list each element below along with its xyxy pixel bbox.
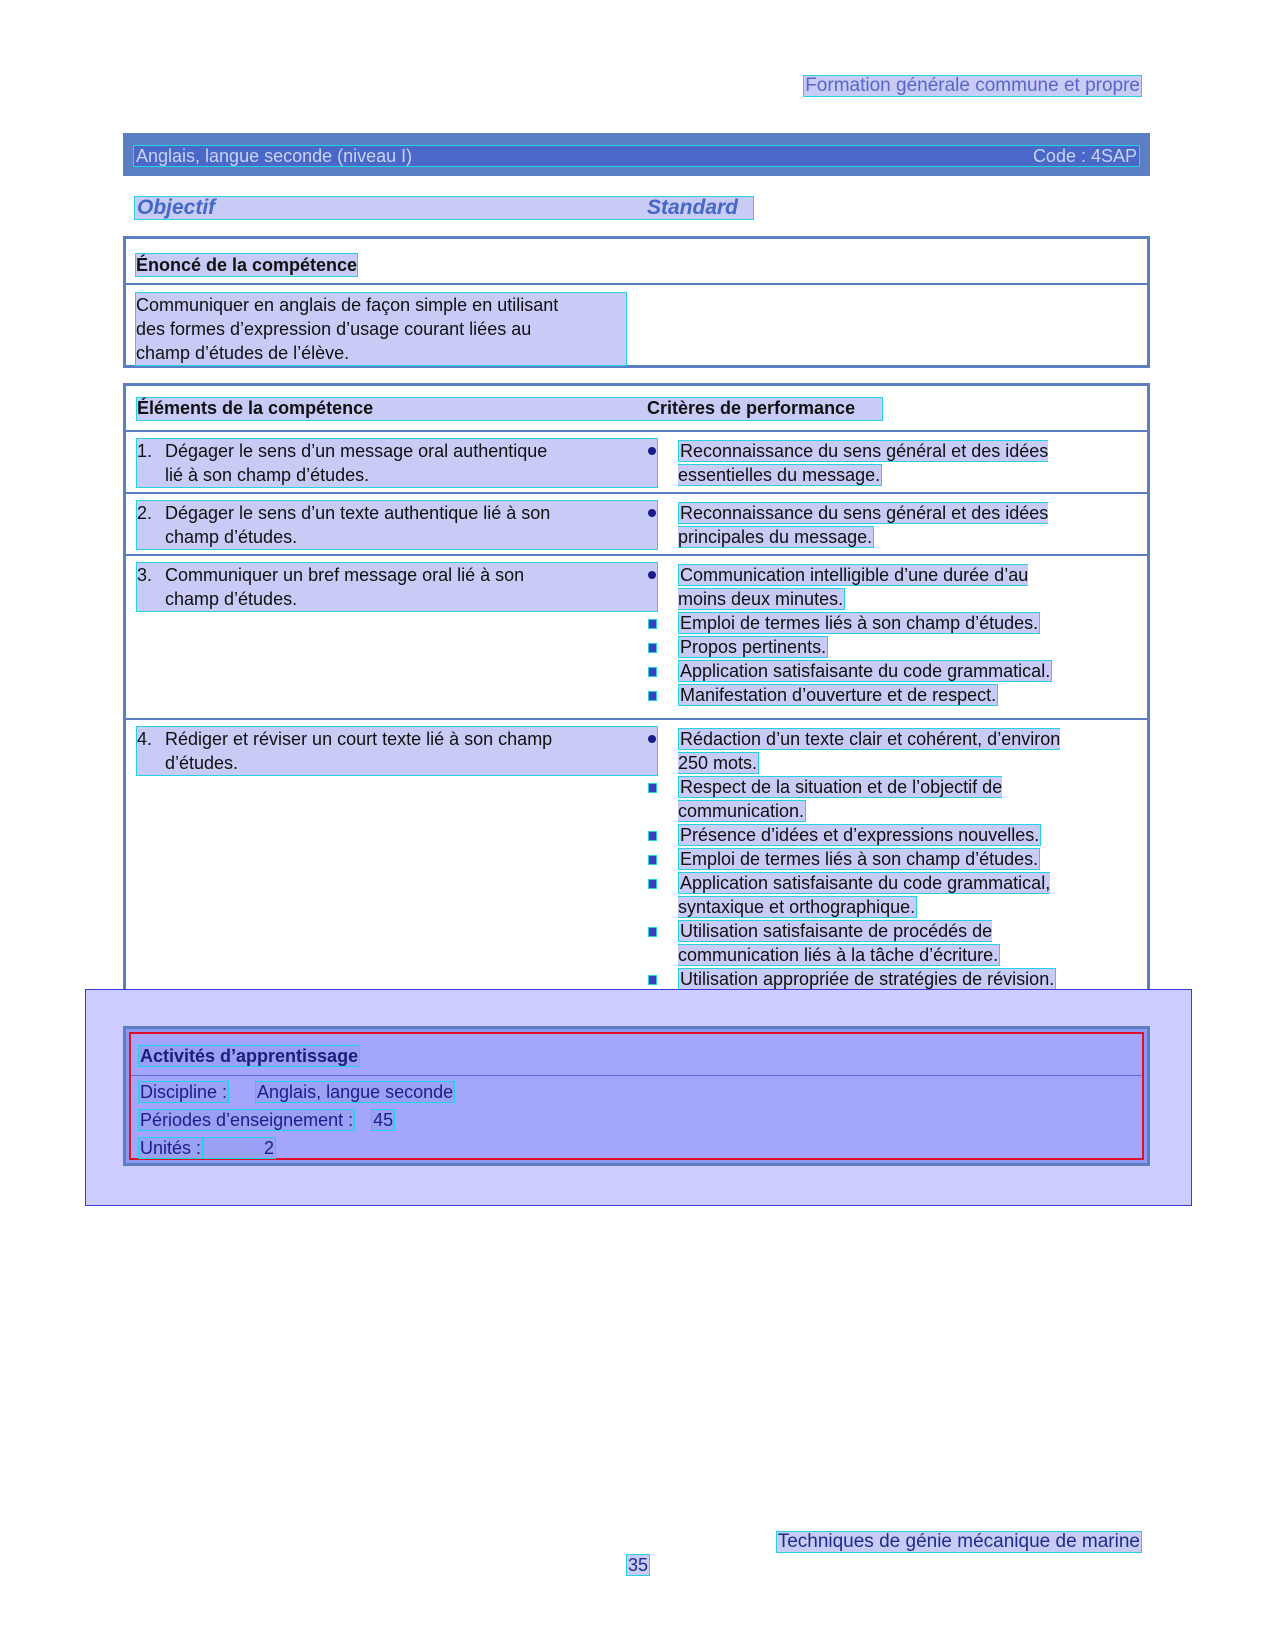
course-title: Anglais, langue seconde (niveau I) <box>136 145 413 166</box>
list-item: Emploi de termes liés à son champ d’études. <box>648 611 1108 635</box>
standard-label: Standard <box>647 196 739 219</box>
list-item: Utilisation satisfaisante de procédés de communication liés à la tâche d’écriture. <box>648 919 1108 967</box>
list-item: Rédaction d’un texte clair et cohérent, d’environ 250 mots. <box>648 727 1108 775</box>
elements-criteria-table <box>123 383 1150 1002</box>
list-item: Application satisfaisante du code grammatical. <box>648 659 1108 683</box>
periodes-line: Périodes d’enseignement : 45 <box>140 1110 394 1130</box>
criteria-row-2 <box>648 501 1108 549</box>
competence-heading: Énoncé de la compétence <box>136 255 358 275</box>
competence-statement-box <box>123 236 1150 368</box>
activities-box <box>123 1026 1150 1166</box>
table-header <box>136 397 883 421</box>
course-code: Code : 4SAP <box>1032 145 1137 166</box>
list-item: Propos pertinents. <box>648 635 1108 659</box>
objective-standard-row <box>134 196 754 220</box>
course-title-band <box>123 133 1150 176</box>
list-item: Communication intelligible d’une durée d’au moins deux minutes. <box>648 563 1108 611</box>
footer-program: Techniques de génie mécanique de marine <box>777 1531 1140 1552</box>
list-item: Respect de la situation et de l’objectif de communication. <box>648 775 1108 823</box>
list-item: Reconnaissance du sens général et des idées principales du message. <box>648 501 1108 549</box>
element-row-1: 1. Dégager le sens d’un message oral authentique lié à son champ d’études. <box>136 438 658 488</box>
elements-header: Éléments de la compétence <box>137 398 374 418</box>
element-row-2: 2. Dégager le sens d’un texte authentique lié à son champ d’études. <box>136 500 658 550</box>
list-item: Utilisation appropriée de stratégies de révision. <box>648 967 1108 991</box>
activities-title: Activités d’apprentissage <box>140 1046 359 1066</box>
list-item: Manifestation d’ouverture et de respect. <box>648 683 1108 707</box>
document-section-title: Formation générale commune et propre <box>805 75 1140 96</box>
competence-statement: Communiquer en anglais de façon simple en utilisant des formes d’expression d’usage courant liées au champ d’études de l’élève. <box>135 292 627 366</box>
page-number: 35 <box>628 1555 649 1575</box>
list-item: Application satisfaisante du code grammatical, syntaxique et orthographique. <box>648 871 1108 919</box>
discipline-line: Discipline : Anglais, langue seconde <box>140 1082 454 1102</box>
criteria-row-3 <box>648 563 1108 707</box>
list-item: Présence d’idées et d’expressions nouvelles. <box>648 823 1108 847</box>
list-item: Reconnaissance du sens général et des idées essentielles du message. <box>648 439 1108 487</box>
unites-line: Unités : 2 <box>140 1138 275 1158</box>
criteria-header: Critères de performance <box>647 398 856 418</box>
criteria-row-4 <box>648 727 1108 991</box>
criteria-row-1 <box>648 439 1108 487</box>
objectif-label: Objectif <box>137 196 216 219</box>
list-item: Emploi de termes liés à son champ d’études. <box>648 847 1108 871</box>
element-row-3: 3. Communiquer un bref message oral lié à son champ d’études. <box>136 562 658 612</box>
element-row-4: 4. Rédiger et réviser un court texte lié à son champ d’études. <box>136 726 658 776</box>
